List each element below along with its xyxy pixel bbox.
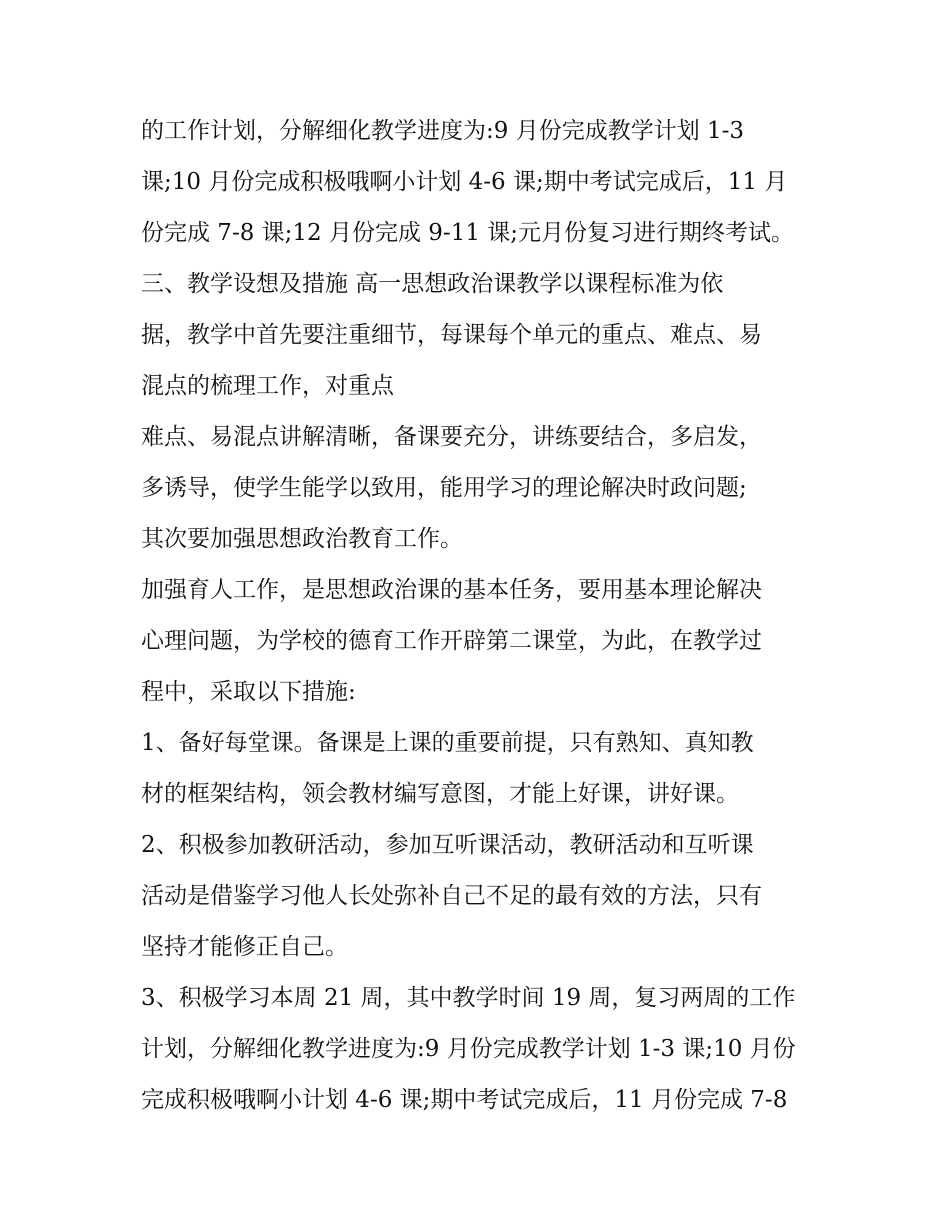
- text-line: 材的框架结构，领会教材编写意图，才能上好课，讲好课。: [141, 781, 739, 807]
- text-line: 混点的梳理工作，对重点: [141, 373, 394, 399]
- text-line: 程中，采取以下措施:: [141, 679, 356, 705]
- text-line: 三、教学设想及措施 高一思想政治课教学以课程标准为依: [141, 271, 724, 297]
- text-line: 的工作计划，分解细化教学进度为:9 月份完成教学计划 1-3: [141, 118, 745, 144]
- text-line: 课;10 月份完成积极哦啊小计划 4-6 课;期中考试完成后，11 月: [141, 169, 788, 195]
- text-line: 份完成 7-8 课;12 月份完成 9-11 课;元月份复习进行期终考试。: [141, 220, 795, 246]
- text-line: 计划，分解细化教学进度为:9 月份完成教学计划 1-3 课;10 月份: [141, 1036, 796, 1062]
- body-text: [141, 106, 821, 1126]
- text-line: 难点、易混点讲解清晰，备课要充分，讲练要结合，多启发，: [141, 424, 762, 450]
- text-line: 心理问题，为学校的德育工作开辟第二课堂，为此，在教学过: [141, 628, 762, 654]
- text-line: 多诱导，使学生能学以致用，能用学习的理论解决时政问题;: [141, 475, 747, 501]
- text-line: 据，教学中首先要注重细节，每课每个单元的重点、难点、易: [141, 322, 762, 348]
- text-line: 3、积极学习本周 21 周，其中教学时间 19 周，复习两周的工作: [141, 985, 796, 1011]
- text-line: 其次要加强思想政治教育工作。: [141, 526, 463, 552]
- text-line: 完成积极哦啊小计划 4-6 课;期中考试完成后，11 月份完成 7-8: [141, 1087, 788, 1113]
- text-line: 2、积极参加教研活动，参加互听课活动，教研活动和互听课: [141, 832, 754, 858]
- text-line: 坚持才能修正自己。: [141, 934, 348, 960]
- text-line: 活动是借鉴学习他人长处弥补自己不足的最有效的方法，只有: [141, 883, 762, 909]
- text-line: 加强育人工作，是思想政治课的基本任务，要用基本理论解决: [141, 577, 762, 603]
- text-line: 1、备好每堂课。备课是上课的重要前提，只有熟知、真知教: [141, 730, 754, 756]
